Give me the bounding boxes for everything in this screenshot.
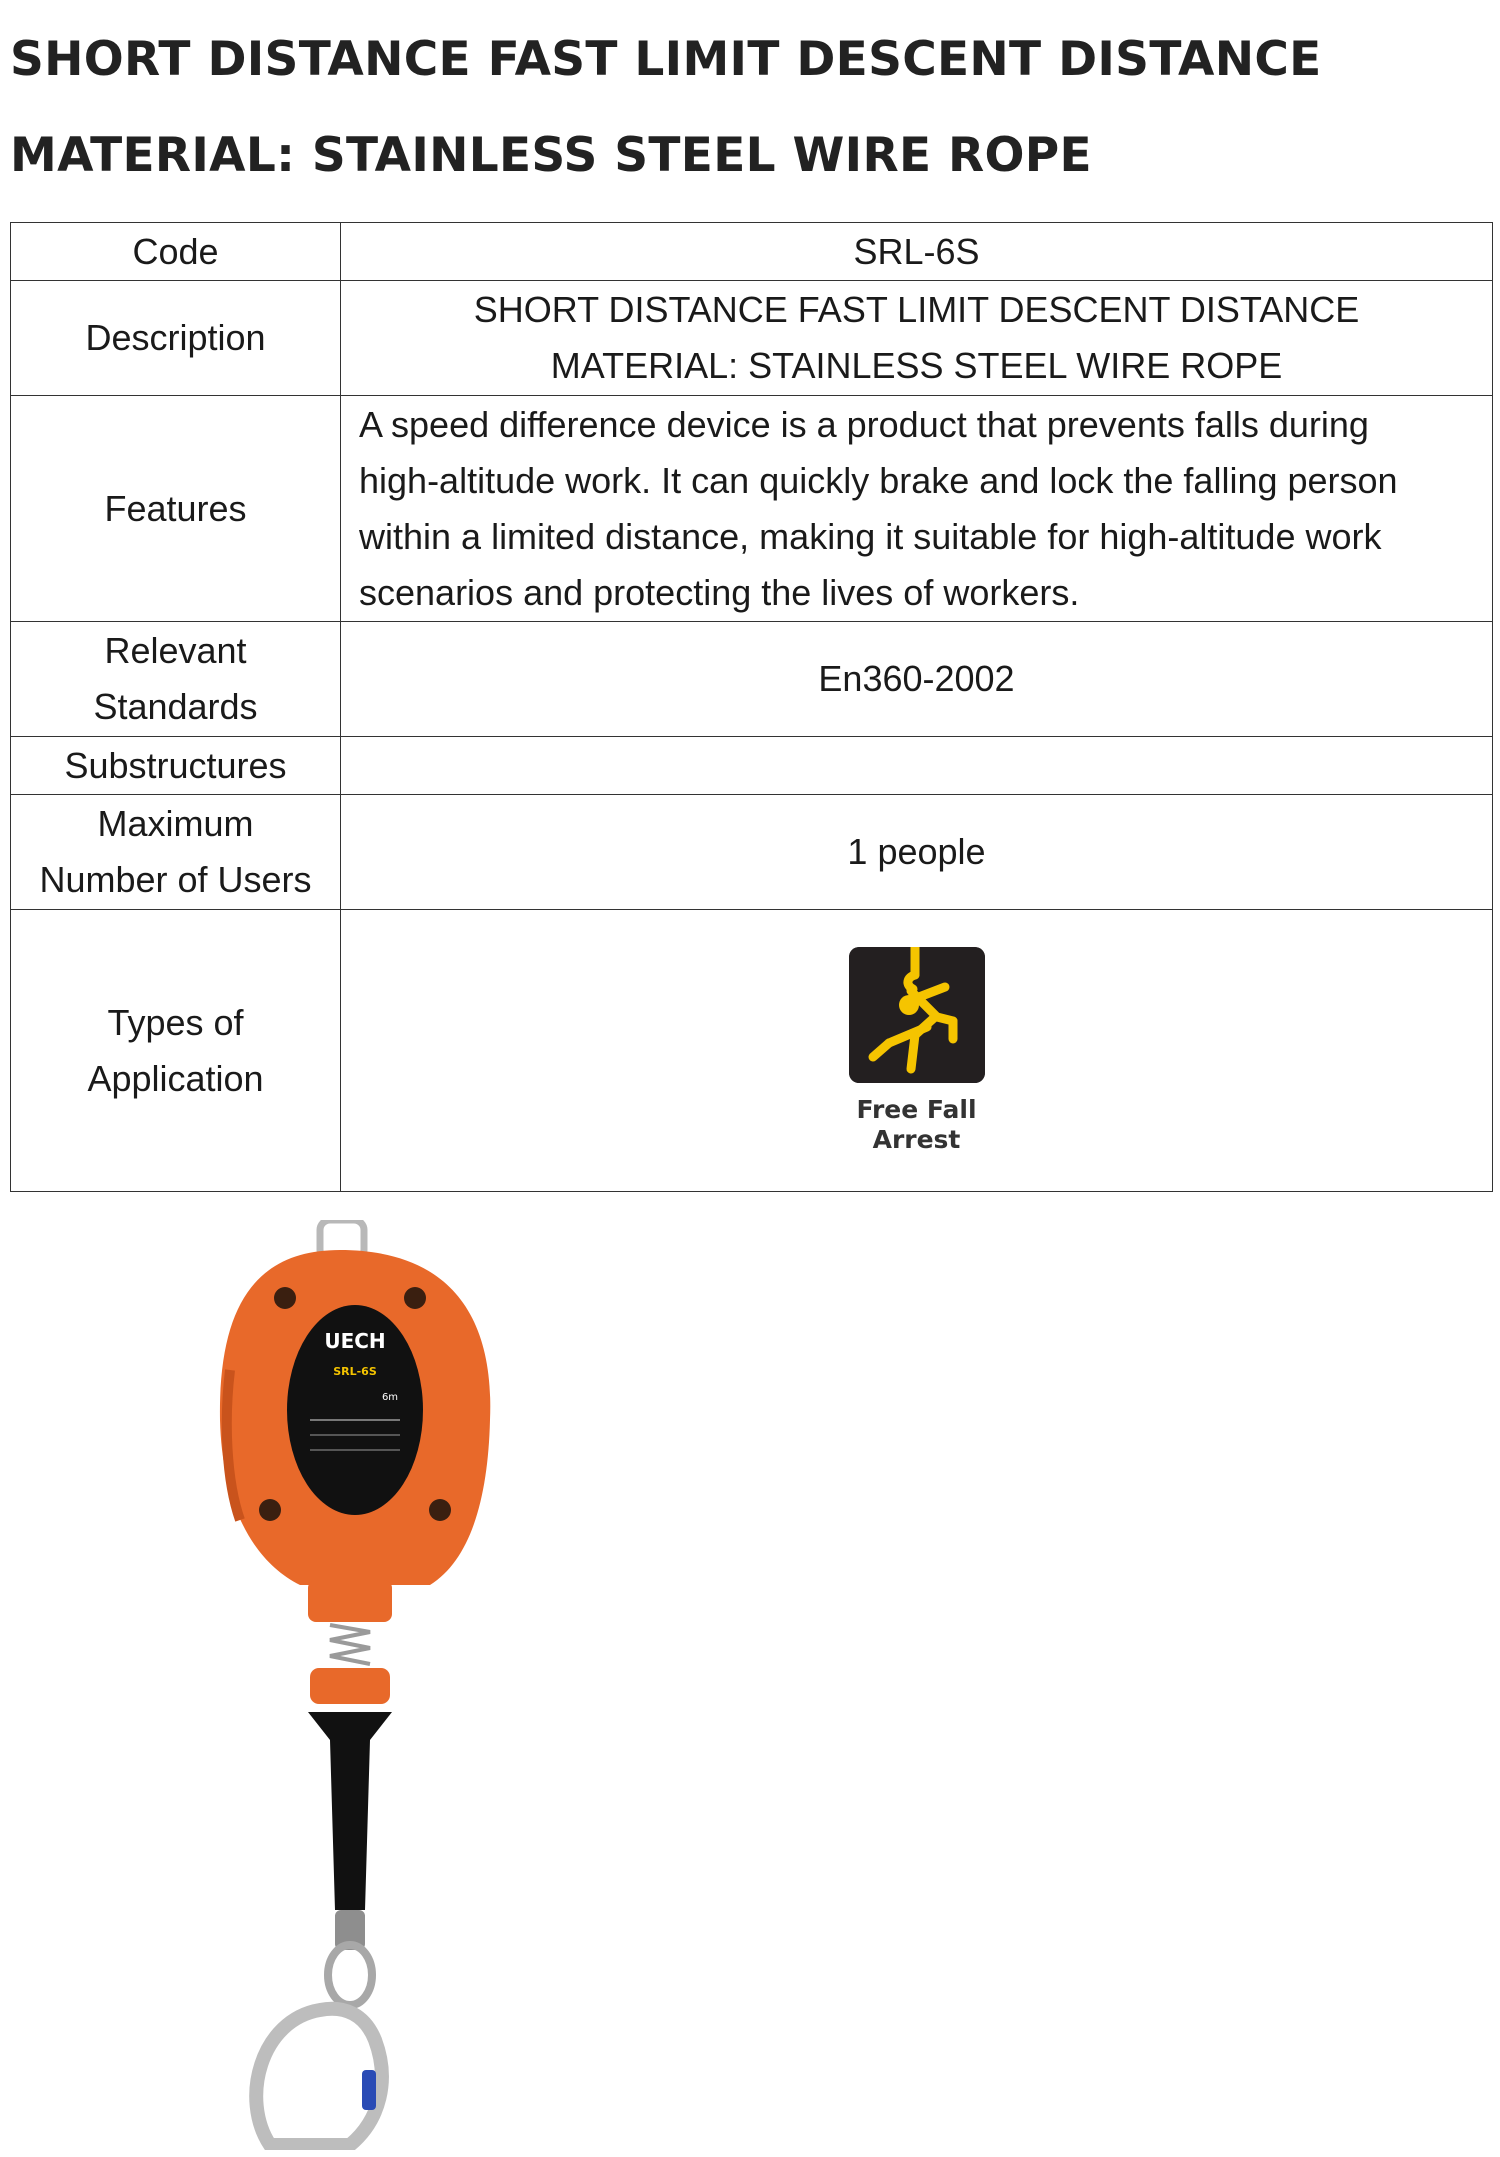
table-row-description <box>11 281 1493 396</box>
features-line4: scenarios and protecting the lives of workers. <box>359 571 1080 613</box>
free-fall-caption-line1: Free Fall <box>856 1095 977 1124</box>
application-label-line2: Application <box>87 1057 264 1099</box>
product-length: 6m <box>381 1392 399 1403</box>
product-model: SRL-6S <box>333 1365 377 1378</box>
features-line3: within a limited distance, making it suitable for high-altitude work <box>359 515 1382 557</box>
page-heading-line2: MATERIAL: STAINLESS STEEL WIRE ROPE <box>10 128 1092 183</box>
features-line1: A speed difference device is a product that prevents falls during <box>359 403 1369 445</box>
spec-table <box>10 222 1493 1192</box>
substructures-label: Substructures <box>11 737 341 795</box>
max-users-label-line1: Maximum <box>97 803 254 844</box>
code-label: Code <box>11 223 341 281</box>
max-users-label-line2: Number of Users <box>39 859 312 900</box>
substructures-value <box>341 737 1493 795</box>
standards-value: En360-2002 <box>341 622 1493 737</box>
max-users-label <box>11 795 341 910</box>
description-line1: SHORT DISTANCE FAST LIMIT DESCENT DISTANCE <box>473 289 1360 330</box>
application-value <box>341 910 1493 1192</box>
table-row-standards <box>11 622 1493 737</box>
table-row-code <box>11 223 1493 281</box>
features-label: Features <box>11 396 341 622</box>
table-row-max-users <box>11 795 1493 910</box>
product-brand: UECH <box>324 1329 386 1353</box>
description-value <box>341 281 1493 396</box>
max-users-value: 1 people <box>341 795 1493 910</box>
description-line2: MATERIAL: STAINLESS STEEL WIRE ROPE <box>550 345 1283 386</box>
application-label-line1: Types of <box>107 1001 244 1043</box>
product-image <box>200 1220 520 2150</box>
application-label <box>11 910 341 1192</box>
standards-label-line1: Relevant <box>104 630 247 671</box>
table-row-features <box>11 396 1493 622</box>
free-fall-arrest-icon <box>849 947 985 1083</box>
application-badge <box>849 947 985 1155</box>
standards-label-line2: Standards <box>93 686 258 727</box>
features-value <box>341 396 1493 622</box>
standards-label <box>11 622 341 737</box>
features-line2: high-altitude work. It can quickly brake and lock the falling person <box>359 459 1398 501</box>
page-heading-line1: SHORT DISTANCE FAST LIMIT DESCENT DISTANCE <box>10 32 1322 87</box>
code-value: SRL-6S <box>341 223 1493 281</box>
description-label: Description <box>11 281 341 396</box>
table-row-application <box>11 910 1493 1192</box>
free-fall-caption-line2: Arrest <box>872 1125 961 1154</box>
table-row-substructures <box>11 737 1493 795</box>
